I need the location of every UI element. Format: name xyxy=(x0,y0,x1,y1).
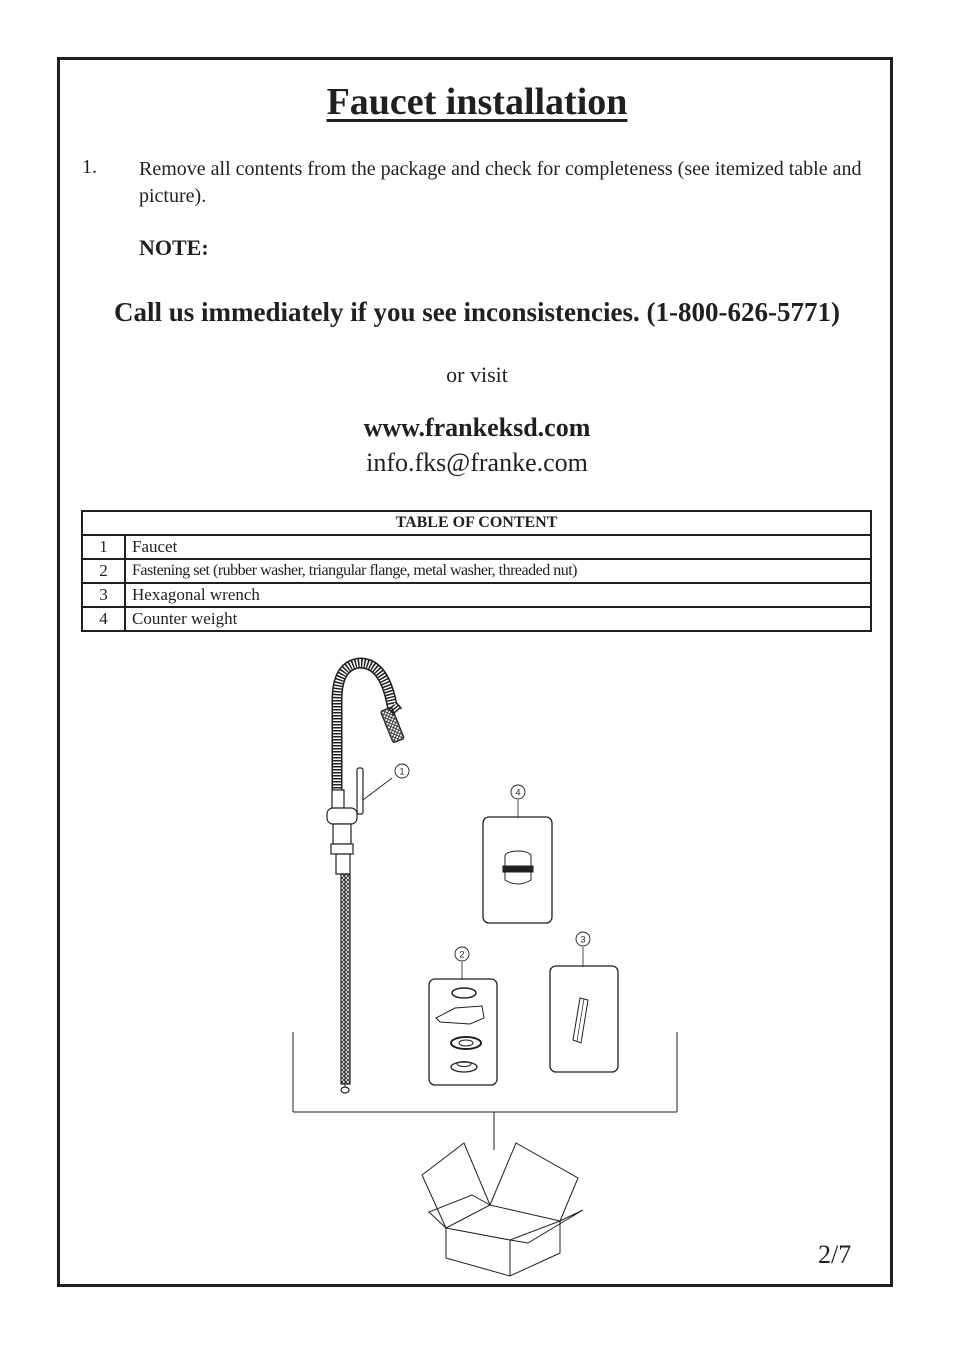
page-number: 2/7 xyxy=(818,1240,852,1269)
callout-4 xyxy=(511,785,525,799)
or-visit-text: or visit xyxy=(446,362,508,387)
row-number: 3 xyxy=(82,583,125,607)
hex-wrench-illustration xyxy=(550,947,618,1072)
callout-4-label: 4 xyxy=(515,787,521,798)
step-number: 1. xyxy=(82,156,97,178)
step-text: Remove all contents from the package and check for completeness (see itemized table and picture). xyxy=(139,158,862,207)
faucet-illustration xyxy=(327,663,404,1093)
fastening-set-illustration xyxy=(429,962,497,1085)
row-item: Fastening set (rubber washer, triangular flange, metal washer, threaded nut) xyxy=(125,559,871,583)
website-link[interactable]: www.frankeksd.com xyxy=(363,413,591,442)
callout-1-label: 1 xyxy=(399,766,405,777)
email-link[interactable]: info.fks@franke.com xyxy=(366,448,588,477)
page-title: Faucet installation xyxy=(326,81,628,123)
row-number: 2 xyxy=(82,559,125,583)
table-header: TABLE OF CONTENT xyxy=(82,511,871,535)
row-item: Hexagonal wrench xyxy=(125,583,871,607)
row-number: 1 xyxy=(82,535,125,559)
row-number: 4 xyxy=(82,607,125,631)
counter-weight-illustration xyxy=(483,800,552,923)
call-us-text: Call us immediately if you see inconsistencies. (1-800-626-5771) xyxy=(114,297,840,327)
box-illustration xyxy=(422,1143,583,1276)
row-item: Counter weight xyxy=(125,607,871,631)
note-label: NOTE: xyxy=(139,235,209,260)
row-item: Faucet xyxy=(125,535,871,559)
callout-3-label: 3 xyxy=(580,934,586,945)
callout-1 xyxy=(395,764,409,778)
grouping-bracket xyxy=(293,1032,677,1150)
callout-3 xyxy=(576,932,590,946)
callout-2-label: 2 xyxy=(459,949,465,960)
callout-2 xyxy=(455,947,469,961)
